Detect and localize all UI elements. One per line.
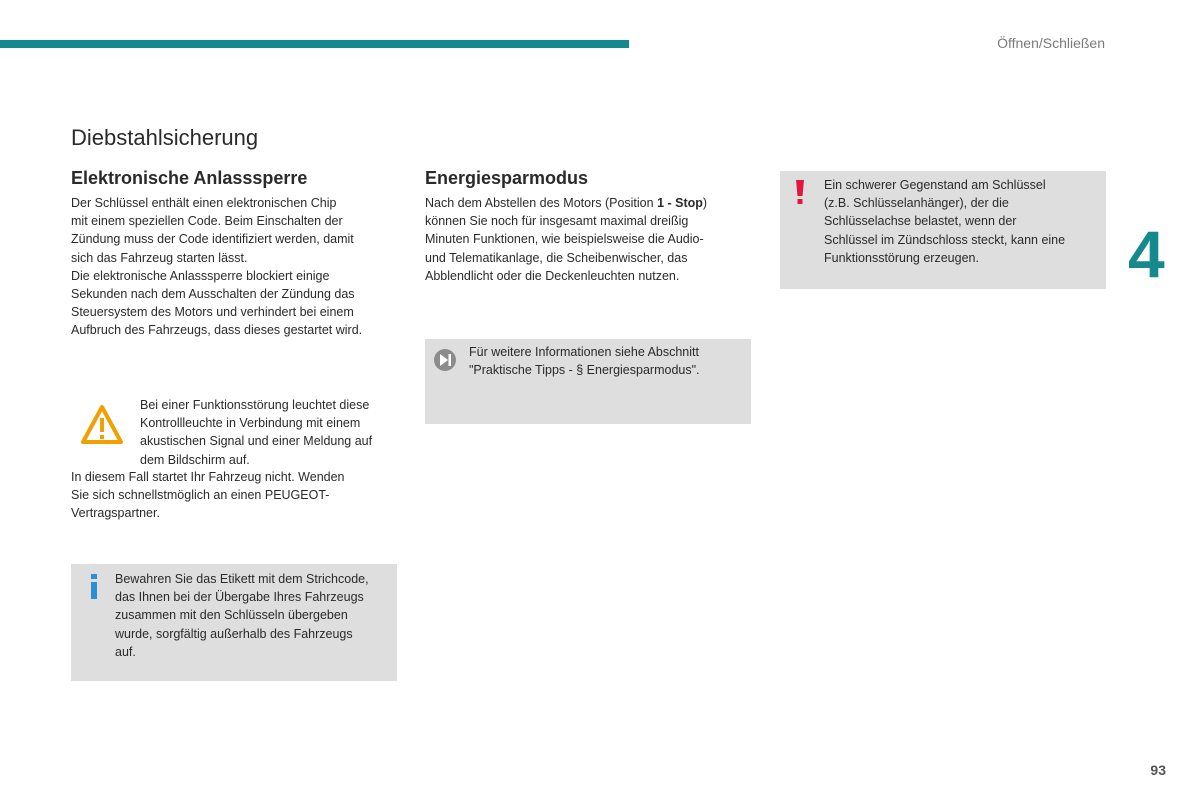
text-line: Sekunden nach dem Ausschalten der Zündung das xyxy=(71,287,355,302)
text-line: und Telematikanlage, die Scheibenwischer, das xyxy=(425,250,688,265)
text-line: akustischen Signal und einer Meldung auf xyxy=(140,434,373,449)
text-line xyxy=(425,194,745,212)
text-line: Aufbruch des Fahrzeugs, dass dieses gestartet wird. xyxy=(71,323,363,338)
page-title: Diebstahlsicherung xyxy=(71,125,259,150)
text-line: Funktionsstörung erzeugen. xyxy=(824,250,979,265)
text-line: mit einem speziellen Code. Beim Einschalten der xyxy=(71,214,343,229)
heading-anlasssperre: Elektronische Anlasssperre xyxy=(71,168,308,188)
text-line: Zündung muss der Code identifiziert werden, damit xyxy=(71,232,354,247)
page-number: 93 xyxy=(1150,762,1166,778)
info-box xyxy=(71,564,397,681)
warning-followup-text xyxy=(71,468,401,523)
text-line: zusammen mit den Schlüsseln übergeben xyxy=(115,608,348,623)
warning-triangle-icon xyxy=(79,403,125,447)
text-line: Schlüssel im Zündschloss steckt, kann eine xyxy=(824,232,1066,247)
section-title: Öffnen/Schließen xyxy=(997,35,1105,51)
text-line: wurde, sorgfältig außerhalb des Fahrzeugs xyxy=(115,626,353,641)
skip-forward-icon xyxy=(433,348,457,372)
text-line: Abblendlicht oder die Deckenleuchten nutzen. xyxy=(425,268,680,283)
text-line: das Ihnen bei der Übergabe Ihres Fahrzeugs xyxy=(115,590,364,605)
text-segment: ) xyxy=(702,196,708,210)
info-box-text xyxy=(115,570,395,661)
text-line: Vertragspartner. xyxy=(71,506,160,521)
text-line: dem Bildschirm auf. xyxy=(140,452,250,467)
text-line: In diesem Fall startet Ihr Fahrzeug nicht. Wenden xyxy=(71,470,345,484)
heading-energiesparmodus: Energiesparmodus xyxy=(425,168,589,188)
text-line: können Sie noch für insgesamt maximal dreißig xyxy=(425,214,689,229)
text-line: Bei einer Funktionsstörung leuchtet diese xyxy=(140,398,370,412)
reference-box-text xyxy=(469,343,749,379)
text-line: auf. xyxy=(115,644,136,659)
text-line: Der Schlüssel enthält einen elektronischen Chip xyxy=(71,196,337,210)
chapter-number: 4 xyxy=(1128,217,1165,291)
reference-box xyxy=(425,339,751,424)
info-icon xyxy=(87,574,101,600)
text-line: (z.B. Schlüsselanhänger), der die xyxy=(824,196,1009,211)
text-line: Schlüsselachse belastet, wenn der xyxy=(824,214,1017,229)
text-line: Für weitere Informationen siehe Abschnitt xyxy=(469,345,699,359)
exclamation-icon xyxy=(794,180,806,206)
text-line: sich das Fahrzeug starten lässt. xyxy=(71,250,248,265)
text-segment: Nach dem Abstellen des Motors (Position xyxy=(425,196,658,210)
text-line: Bewahren Sie das Etikett mit dem Strichcode, xyxy=(115,572,369,586)
energiesparmodus-body xyxy=(425,194,745,285)
text-line: Minuten Funktionen, wie beispielsweise die Audio- xyxy=(425,232,704,247)
warning-text xyxy=(140,396,400,469)
anlasssperre-body xyxy=(71,194,401,340)
text-line: "Praktische Tipps - § Energiesparmodus". xyxy=(469,363,700,378)
text-line: Kontrollleuchte in Verbindung mit einem xyxy=(140,416,361,431)
caution-box-text xyxy=(824,176,1104,267)
caution-box xyxy=(780,171,1106,289)
position-label: 1 - Stop xyxy=(657,196,703,210)
text-line: Sie sich schnellstmöglich an einen PEUGEOT- xyxy=(71,488,330,503)
header-accent-bar xyxy=(0,40,629,48)
text-line: Steuersystem des Motors und verhindert bei einem xyxy=(71,305,354,320)
text-line: Ein schwerer Gegenstand am Schlüssel xyxy=(824,178,1046,192)
text-line: Die elektronische Anlasssperre blockiert einige xyxy=(71,268,330,283)
